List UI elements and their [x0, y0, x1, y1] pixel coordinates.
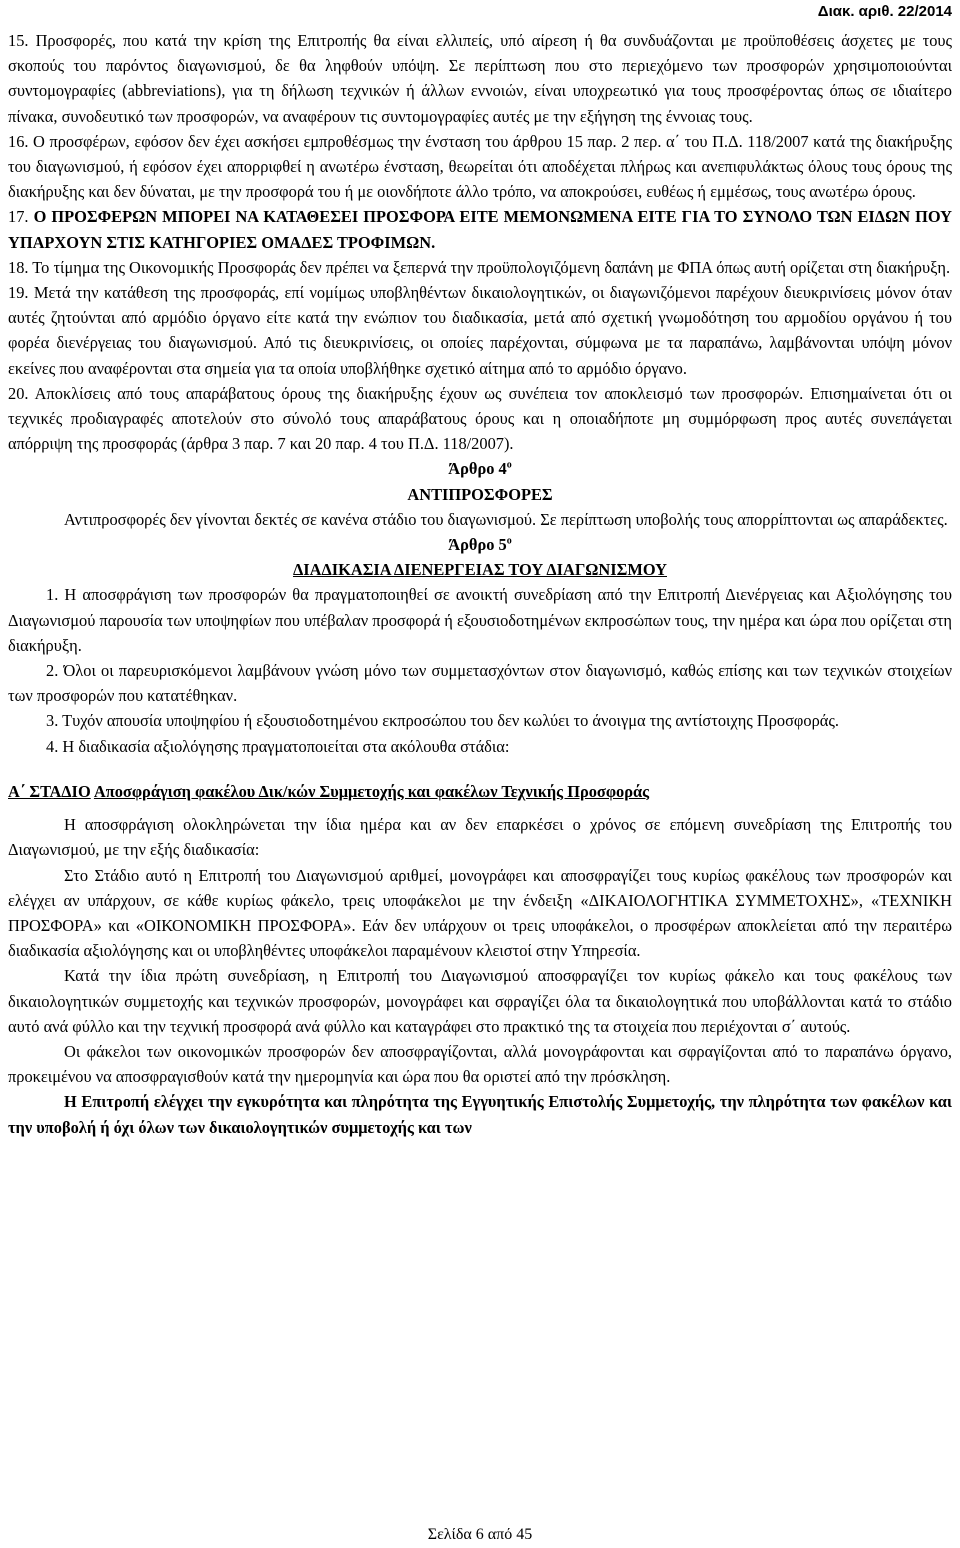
stage-a-paragraph-5: Η Επιτροπή ελέγχει την εγκυρότητα και πληρότητα της Εγγυητικής Επιστολής Συμμετοχής, την πληρότητα των φακέλων και την υποβολή ή όχι όλων των δικαιολογητικών συμμετοχής και των [8, 1092, 952, 1137]
document-body [8, 28, 952, 1140]
article-5-paragraph-1: 1. Η αποσφράγιση των προσφορών θα πραγματοποιηθεί σε ανοικτή συνεδρίαση από την Επιτροπή Διενέργειας και Αξιολόγησης του Διαγωνισμού παρουσία των υποψηφίων που υπέβαλαν προσφορά ή εξουσιοδοτημένων εκπροσώπων τους, την ημέρα και ώρα που ορίζεται στη διακήρυξη. [8, 585, 952, 655]
article-5-title: ΔΙΑΔΙΚΑΣΙΑ ΔΙΕΝΕΡΓΕΙΑΣ ΤΟΥ ΔΙΑΓΩΝΙΣΜΟΥ [292, 560, 667, 580]
stage-a-paragraph-4: Οι φάκελοι των οικονομικών προσφορών δεν αποσφραγίζονται, αλλά μονογράφονται και σφραγίζονται από το παραπάνω όργανο, προκειμένου να αποσφραγισθούν κατά την ημερομηνία και ώρα που θα οριστεί από την πρόσκληση. [8, 1041, 952, 1087]
item-19: 19. Μετά την κατάθεση της προσφοράς, επί νομίμως υποβληθέντων δικαιολογητικών, οι διαγωνιζόμενοι παρέχουν διευκρινίσεις μόνον όταν αυτές ζητούνται από αρμόδιο όργανο είτε κατά την ενώπιον του διαδικασία, μετά από σχετική γνωμοδότηση του αρμοδίου οργάνου ή του φορέα διενέργειας του διαγωνισμού. Από τις διευκρινίσεις, οι οποίες παρέχονται, σύμφωνα με τα παραπάνω, λαμβάνονται υπόψη μόνον εκείνες που αναφέρονται στα σημεία για τα οποία υποβλήθηκε σχετικό αίτημα από το αρμόδιο όργανο. [8, 283, 952, 378]
item-17-text: Ο ΠΡΟΣΦΕΡΩΝ ΜΠΟΡΕΙ ΝΑ ΚΑΤΑΘΕΣΕΙ ΠΡΟΣΦΟΡΑ ΕΙΤΕ ΜΕΜΟΝΩΜΕΝΑ ΕΙΤΕ ΓΙΑ ΤΟ ΣΥΝΟΛΟ ΤΩΝ ΕΙΔΩΝ ΠΟΥ ΥΠΑΡΧΟΥΝ ΣΤΙΣ ΚΑΤΗΓΟΡΙΕΣ ΟΜΑΔΕΣ ΤΡΟΦΙΜΩΝ. [8, 207, 952, 252]
article-5-paragraph-4: 4. Η διαδικασία αξιολόγησης πραγματοποιείται στα ακόλουθα στάδια: [46, 736, 510, 756]
stage-a-paragraph-1: Η αποσφράγιση ολοκληρώνεται την ίδια ημέρα και αν δεν επαρκέσει ο χρόνος σε επόμενη συνεδρίαση της Επιτροπής του Διαγωνισμού, με την εξής διαδικασία: [8, 815, 952, 860]
item-16: 16. Ο προσφέρων, εφόσον δεν έχει ασκήσει εμπροθέσμως την ένσταση του άρθρου 15 παρ. 2 περ. α΄ του Π.Δ. 118/2007 κατά της διακήρυξης του διαγωνισμού, ή εφόσον έχει απορριφθεί η ανωτέρω ένσταση, θεωρείται ότι αποδέχεται πλήρως και ανεπιφυλάκτως όλους τους όρους της διακήρυξης και δεν δύναται, με την προσφορά του ή με οιονδήποτε άλλο τρόπο, να αποκρούσει, ευθέως ή εμμέσως, τους ανωτέρω όρους. [8, 131, 952, 202]
article-5-heading: Άρθρο $5^o$ [448, 535, 512, 555]
article-4-title: ΑΝΤΙΠΡΟΣΦΟΡΕΣ [407, 484, 553, 504]
item-17 [8, 204, 952, 254]
item-15: 15. Προσφορές, που κατά την κρίση της Επιτροπής θα είναι ελλιπείς, υπό αίρεση ή θα συνδυάζονται με προϋποθέσεις άσχετες με τους σκοπούς του παρόντος διαγωνισμού, δε θα ληφθούν υπόψη. Σε περίπτωση που στο περιεχόμενο των προσφορών χρησιμοποιούνται συντομογραφίες (abbreviations), για τη δήλωση τεχνικών ή άλλων εννοιών, είναι υποχρεωτικό για τους προσφέροντας όπως σε ιδιαίτερο πίνακα, συνοδευτικό των προσφορών, να αναφέρουν τις συντομογραφίες αυτές με την εξήγηση της έννοιας τους. [8, 31, 952, 126]
stage-a-paragraph-2: Στο Στάδιο αυτό η Επιτροπή του Διαγωνισμού αριθμεί, μονογράφει και αποσφραγίζει τους κυρίως φακέλους των προσφορών και ελέγχει αν υπάρχουν, σε κάθε κυρίως φάκελο, τρεις υποφάκελοι με την ένδειξη «ΔΙΚΑΙΟΛΟΓΗΤΙΚΑ ΣΥΜΜΕΤΟΧΗΣ», «ΤΕΧΝΙΚΗ ΠΡΟΣΦΟΡΑ» και «ΟΙΚΟΝΟΜΙΚΗ ΠΡΟΣΦΟΡΑ». Εάν δεν υπάρχουν οι τρεις υποφάκελοι, ο προσφέρων αποκλείεται από την περαιτέρω διαδικασία αξιολόγησης και οι υποβληθέντες υποφάκελοι παραμένουν κλειστοί στην Υπηρεσία. [8, 865, 952, 961]
document-id-header: Διακ. αριθ. 22/2014 [817, 3, 952, 20]
item-20: 20. Αποκλίσεις από τους απαράβατους όρους της διακήρυξης έχουν ως συνέπεια τον αποκλεισμό των προσφορών. Επισημαίνεται ότι οι τεχνικές προδιαγραφές αποτελούν στο σύνολό τους απαράβατους όρους και η οποιαδήποτε μη συμμόρφωση προς αυτές συνεπάγεται απόρριψη της προσφοράς (άρθρα 3 παρ. 7 και 20 παρ. 4 του Π.Δ. 118/2007). [8, 383, 952, 454]
article-4-heading: Άρθρο $4^o$ [448, 459, 512, 479]
stage-a-title: Α΄ ΣΤΑΔΙΟ Αποσφράγιση φακέλου Δικ/κών Συμμετοχής και φακέλων Τεχνικής Προσφοράς [8, 781, 650, 801]
stage-a-paragraph-3: Κατά την ίδια πρώτη συνεδρίαση, η Επιτροπή του Διαγωνισμού αποσφραγίζει τον κυρίως φάκελο και τους φακέλους των δικαιολογητικών συμμετοχής και τεχνικών προσφορών, μονογράφει και σφραγίζει όλα τα δικαιολογητικά που υποβάλλονται κατά το στάδιο αυτό ανά φύλλο και την τεχνική προσφορά ανά φύλλο και καταγράφει στο πρακτικό της τα στοιχεία που περιέχονται σ΄ αυτούς. [8, 966, 952, 1036]
item-18: 18. Το τίμημα της Οικονομικής Προσφοράς δεν πρέπει να ξεπερνά την προϋπολογιζόμενη δαπάνη με ΦΠΑ όπως αυτή ορίζεται στη διακήρυξη. [8, 257, 951, 277]
item-17-number: 17. [8, 207, 29, 227]
page-number-footer: Σελίδα 6 από 45 [427, 1526, 533, 1543]
article-5-paragraph-2: 2. Όλοι οι παρευρισκόμενοι λαμβάνουν γνώση μόνο των συμμετασχόντων στον διαγωνισμό, καθώς επίσης και των τεχνικών στοιχείων των προσφορών που κατατέθηκαν. [8, 661, 952, 706]
article-5-paragraph-3: 3. Τυχόν απουσία υποψηφίου ή εξουσιοδοτημένου εκπροσώπου του δεν κωλύει το άνοιγμα της αντίστοιχης Προσφοράς. [46, 711, 839, 731]
article-4-text: Αντιπροσφορές δεν γίνονται δεκτές σε κανένα στάδιο του διαγωνισμού. Σε περίπτωση υποβολής τους απορρίπτονται ως απαράδεκτες. [64, 509, 948, 529]
